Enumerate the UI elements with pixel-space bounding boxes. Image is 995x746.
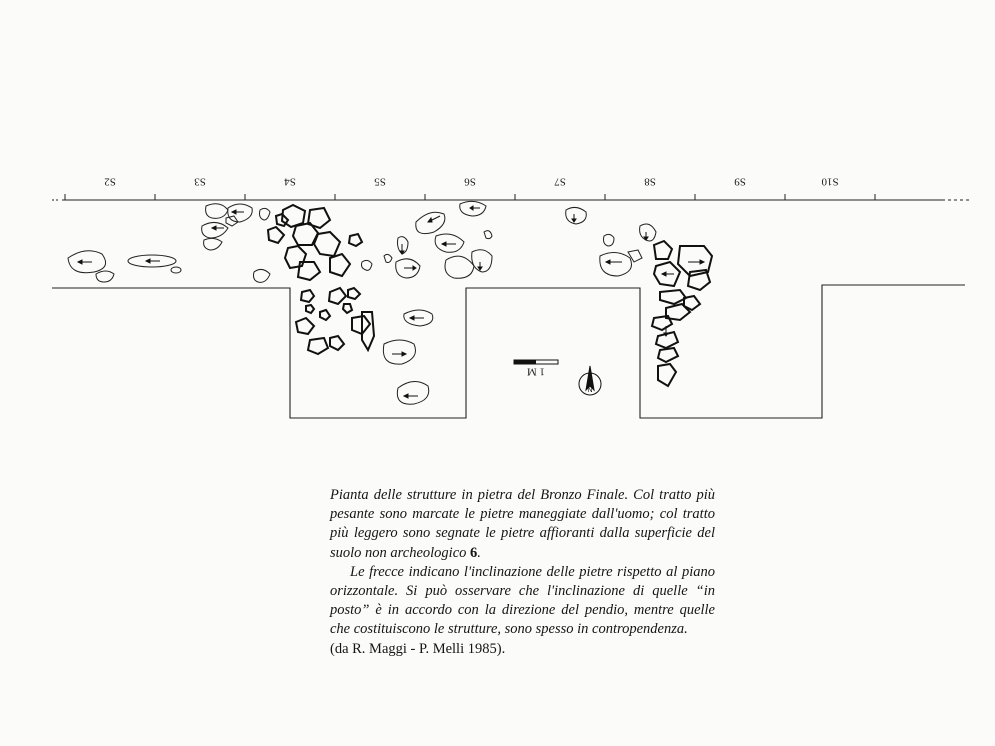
caption-period: . xyxy=(477,544,481,561)
section-ticks xyxy=(65,194,875,200)
stones-surface xyxy=(68,201,656,404)
caption-paragraph-1 xyxy=(330,486,715,563)
trench-outline xyxy=(52,285,965,418)
svg-text:N: N xyxy=(587,387,593,394)
caption-text: Pianta delle strutture in pietra del Bronzo Finale. Col tratto più pesante sono marcate le pietre maneggiate dall'uomo; col tratto più leggero sono segnate le pietre affioranti dalla superficie del suolo non archeologico xyxy=(330,487,715,561)
figure-caption xyxy=(330,486,715,659)
section-label-s6: S6 xyxy=(464,175,476,188)
caption-figure-number: 6 xyxy=(470,544,478,561)
caption-credit: (da R. Maggi - P. Melli 1985). xyxy=(330,640,506,657)
section-label-s2: S2 xyxy=(104,175,116,188)
section-label-s7: S7 xyxy=(554,175,566,188)
scale-label: 1 M xyxy=(526,365,546,378)
section-label-s3: S3 xyxy=(194,175,206,188)
caption-paragraph-2: Le frecce indicano l'inclinazione delle pietre rispetto al piano orizzontale. Si può osservare che l'inclinazione di quelle “in posto” è in accordo con la direzione del pendio, mentre quelle che costituiscono le strutture, sono spesso in contropendenza. xyxy=(330,563,715,638)
section-label-s9: S9 xyxy=(734,175,746,188)
section-label-s4: S4 xyxy=(284,175,296,188)
scale-bar xyxy=(514,360,558,377)
section-label-s5: S5 xyxy=(374,175,386,188)
section-label-s10: S10 xyxy=(821,175,839,188)
section-label-s8: S8 xyxy=(644,175,656,188)
north-arrow-icon xyxy=(579,366,601,395)
section-labels xyxy=(104,175,838,187)
